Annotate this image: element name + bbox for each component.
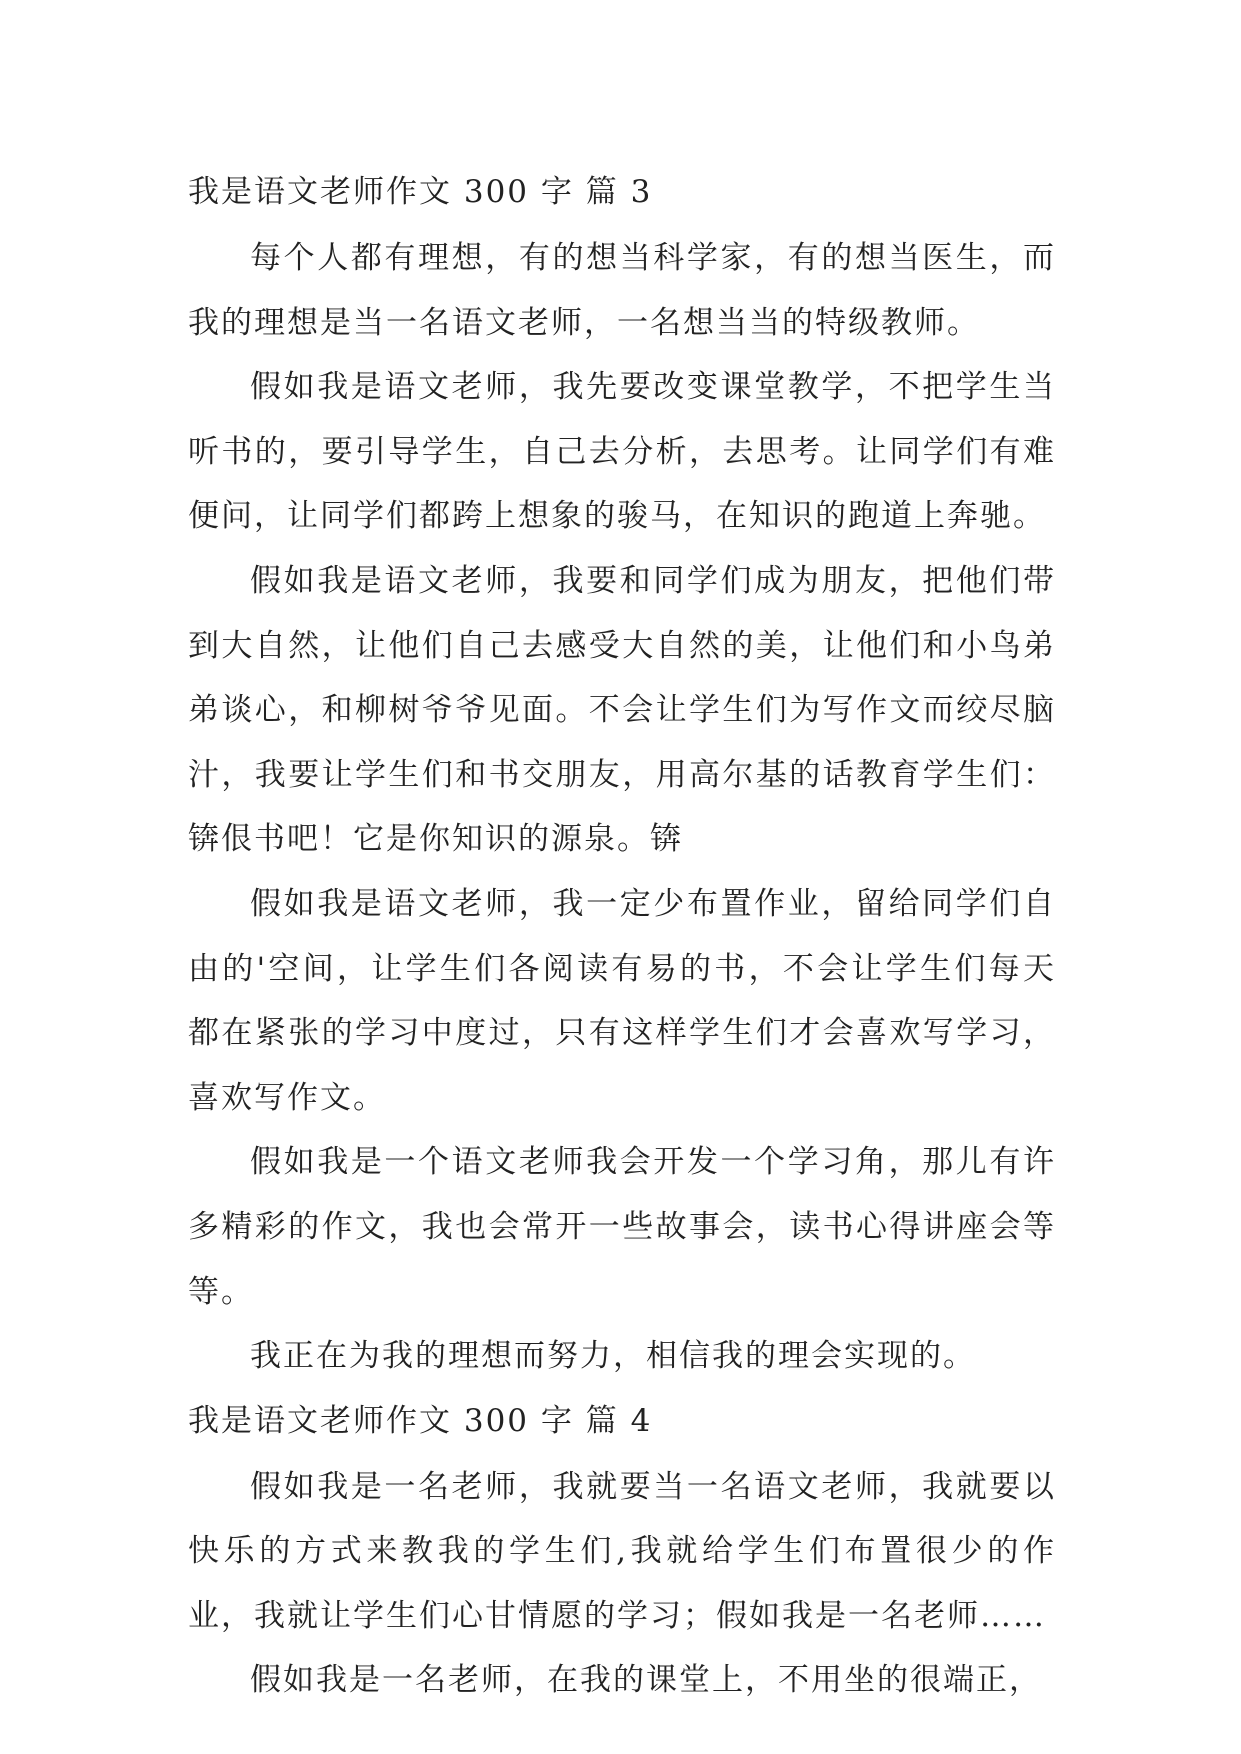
paragraph: 每个人都有理想，有的想当科学家，有的想当医生，而我的理想是当一名语文老师，一名想当当的特级教师。	[188, 240, 1056, 341]
paragraph: 假如我是一名老师，我就要当一名语文老师，我就要以快乐的方式来教我的学生们,我就给学生们布置很少的作业，我就让学生们心甘情愿的学习；假如我是一名老师……	[188, 1468, 1056, 1634]
paragraph: 假如我是语文老师，我一定少布置作业，留给同学们自由的'空间，让学生们各阅读有易的书，不会让学生们每天都在紧张的学习中度过，只有这样学生们才会喜欢写学习，喜欢写作文。	[188, 885, 1056, 1116]
section-heading: 我是语文老师作文 300 字 篇 3	[188, 174, 653, 210]
section-heading: 我是语文老师作文 300 字 篇 4	[188, 1402, 653, 1439]
paragraph: 我正在为我的理想而努力，相信我的理会实现的。	[250, 1338, 976, 1375]
paragraph: 假如我是一名老师，在我的课堂上，不用坐的很端正，	[250, 1662, 1042, 1699]
paragraph: 假如我是语文老师，我先要改变课堂教学，不把学生当听书的，要引导学生，自己去分析，去思考。让同学们有难便问，让同学们都跨上想象的骏马，在知识的跑道上奔驰。	[188, 369, 1056, 535]
paragraph: 假如我是一个语文老师我会开发一个学习角，那儿有许多精彩的作文，我也会常开一些故事会，读书心得讲座会等等。	[188, 1144, 1056, 1310]
paragraph: 假如我是语文老师，我要和同学们成为朋友，把他们带到大自然，让他们自己去感受大自然的美，让他们和小鸟弟弟谈心，和柳树爷爷见面。不会让学生们为写作文而绞尽脑汁，我要让学生们和书交朋友，用高尔基的话教育学生们：锛佷书吧！它是你知识的源泉。锛	[188, 562, 1056, 858]
document-page	[188, 160, 1056, 1713]
